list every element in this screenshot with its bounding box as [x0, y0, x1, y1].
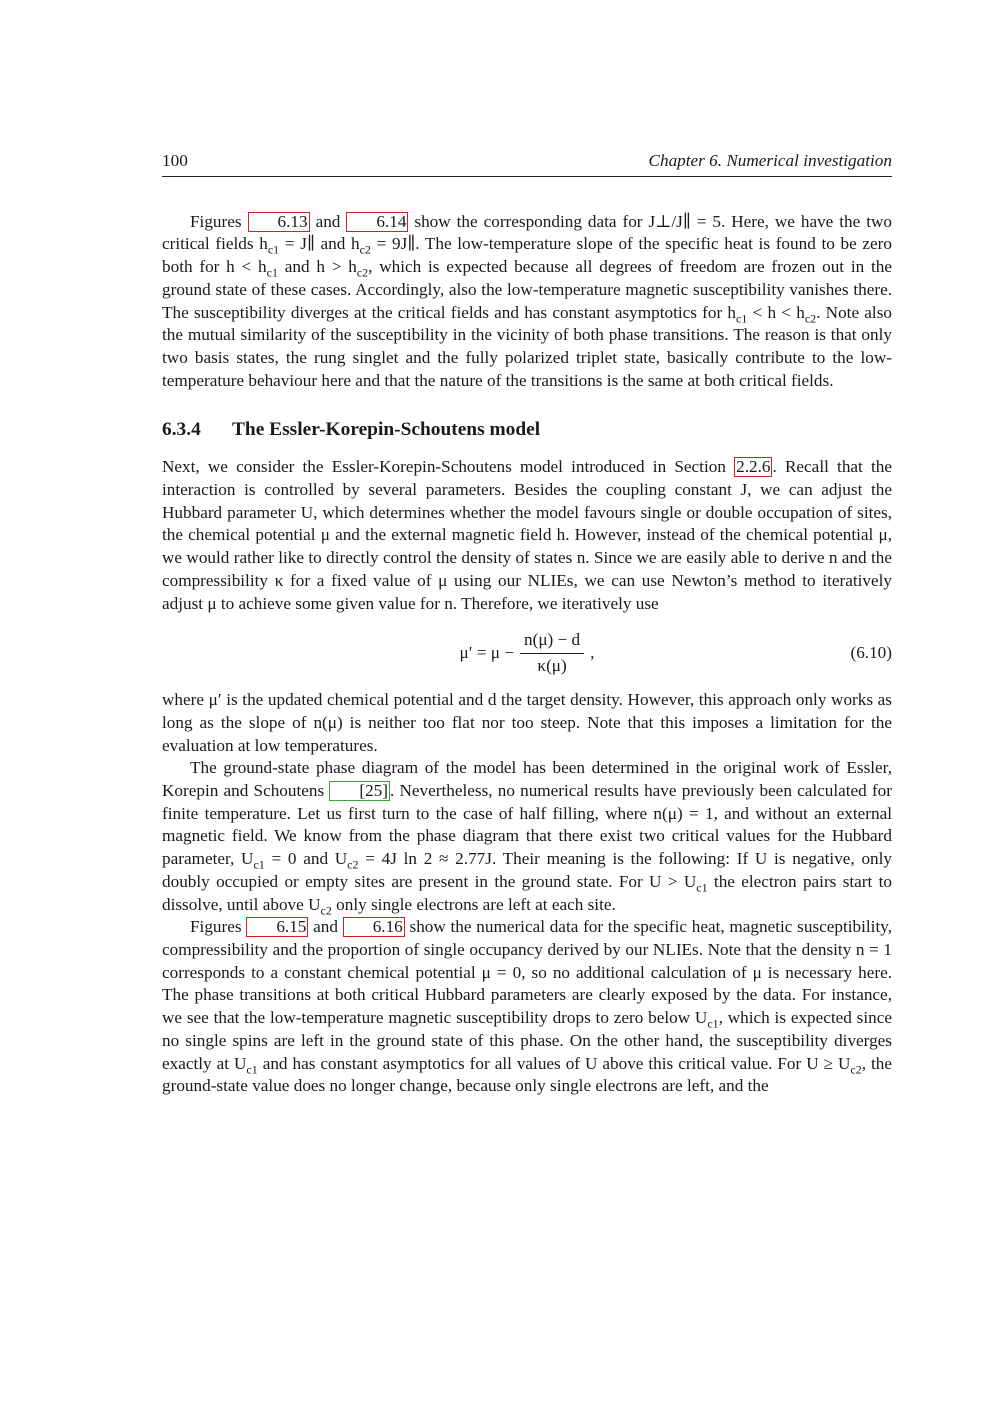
section-number: 6.3.4 — [162, 419, 201, 441]
running-header — [162, 150, 892, 177]
paragraph-phase-diagram: The ground-state phase diagram of the model has been determined in the original work of Essler, Korepin and Schoutens [25] . Nevertheless, no numerical results have previously been calculated for finite temperature. Let us first turn to the case of half filling, where n(μ) = 1, and without an external magnetic field. We know from the phase diagram that there exist two critical values for the Hubbard parameter, $U_{c1} = 0$ and $U_{c2} = 4J$ ln 2 ≈ 2.77J. Their meaning is the following: If U is negative, only doubly occupied or empty sites are present in the ground state. For $U > U_{c1}$ the electron pairs start to dissolve, until above $U_{c2}$ only single electrons are left at each site. — [162, 758, 892, 918]
equation-fraction — [520, 629, 584, 677]
equation-number: (6.10) — [850, 643, 892, 663]
paragraph-numerical-data: Figures 6.15 and 6.16 show the numerical data for the specific heat, magnetic susceptibility, compressibility and the proportion of single occupancy derived by our NLIEs. Note that the density n = 1 corresponds to a constant chemical potential μ = 0, so no additional calculation of μ is necessary here. The phase transitions at both critical Hubbard parameters are clearly exposed by the data. For instance, we see that the low-temperature magnetic susceptibility drops to zero below $U_{c1}$, which is expected since no single spins are left in the ground state of this phase. On the other hand, the susceptibility diverges exactly at $U_{c1}$ and has constant asymptotics for all values of U above this critical value. For $U \ge U_{c2}$, the ground-state value does no longer change, because only single electrons are left, and the — [162, 917, 893, 1096]
page-number: 100 — [162, 151, 188, 170]
figure-ref-6-13[interactable]: 6.13 — [248, 212, 310, 232]
equation-trail: , — [590, 642, 595, 662]
equation-denominator: κ(μ) — [537, 655, 567, 675]
equation-6-10 — [162, 623, 892, 683]
figure-ref-6-16[interactable]: 6.16 — [343, 917, 405, 937]
paragraph-update-rule: where μ′ is the updated chemical potential and d the target density. However, this approach only works as long as the slope of n(μ) is neither too flat nor too steep. Note that this imposes a limitation for the evaluation at low temperatures. — [162, 690, 892, 755]
section-title: The Essler-Korepin-Schoutens model — [232, 419, 541, 441]
equation-numerator: n(μ) − d — [520, 629, 584, 654]
paragraph-eks-intro: Next, we consider the Essler-Korepin-Schoutens model introduced in Section 2.2.6 . Recall that the interaction is controlled by several parameters. Besides the coupling constant J, we can adjust the Hubbard parameter U, which determines whether the model favours single or double occupation of sites, the chemical potential μ and the external magnetic field h. However, instead of the chemical potential μ, we would rather like to directly control the density of states n. Since we are easily able to derive n and the compressibility κ for a fixed value of μ using our NLIEs, we can use Newton’s method to iteratively adjust μ to achieve some given value for n. Therefore, we iteratively use — [162, 457, 893, 613]
figure-ref-6-15[interactable]: 6.15 — [246, 917, 308, 937]
page-body — [162, 150, 892, 1098]
section-ref-2-2-6[interactable]: 2.2.6 — [736, 457, 771, 477]
paragraph-rung-ladder: Figures 6.13 and 6.14 show the corresponding data for J⊥/J∥ = 5. Here, we have the two critical fields $h_{c1}$ = J∥ and $h_{c2}$ = 9J∥. The low-temperature slope of the specific heat is found to be zero both for $h < h_{c1}$ and $h > h_{c2}$, which is expected because all degrees of freedom are frozen out in the ground state of these cases. Accordingly, also the low-temperature magnetic susceptibility vanishes there. The susceptibility diverges at the critical fields and has constant asymptotics for $h_{c1} < h < h_{c2}$. Note also the mutual similarity of the susceptibility in the vicinity of both phase transitions. The reason is that only two basis states, the rung singlet and the fully polarized triplet state, basically contribute to the low-temperature behaviour here and that the nature of the transitions is the same at both critical fields. — [162, 211, 893, 390]
citation-25[interactable]: [25] — [329, 781, 390, 801]
section-heading — [162, 418, 892, 442]
chapter-title: Chapter 6. Numerical investigation — [648, 151, 892, 170]
figure-ref-6-14[interactable]: 6.14 — [346, 212, 408, 232]
equation-lhs: μ′ = μ − — [459, 642, 515, 662]
